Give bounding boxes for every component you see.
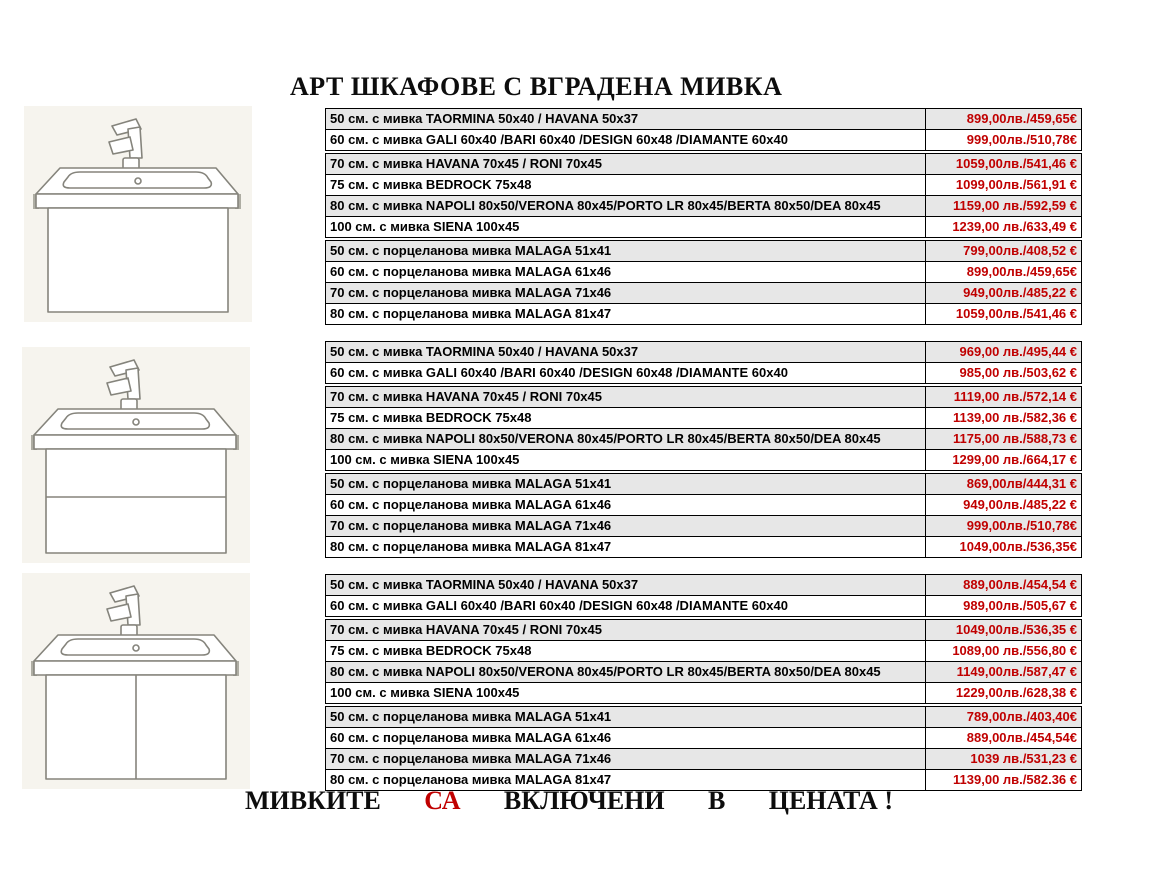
table-row [326,129,1081,150]
product-label: 80 см. с мивка NAPOLI 80x50/VERONA 80x45/PORTO LR 80x45/BERTA 80x50/DEA 80x45 [330,431,881,446]
product-label: 70 см. с мивка HAVANA 70x45 / RONI 70x45 [330,622,602,637]
table-section [325,473,1082,558]
price-value: 1139,00 лв./582.36 € [925,770,1081,790]
table-row [326,474,1081,494]
product-label: 80 см. с порцеланова мивка MALAGA 81x47 [330,539,612,554]
product-label: 60 см. с порцеланова мивка MALAGA 61x46 [330,264,612,279]
price-value: 869,00лв/444,31 € [925,474,1081,494]
price-value: 1089,00 лв./556,80 € [925,641,1081,661]
table-row [326,282,1081,303]
price-value: 1299,00 лв./664,17 € [925,450,1081,470]
product-label: 50 см. с мивка TAORMINA 50x40 / HAVANA 50x37 [330,577,639,592]
price-value: 1229,00лв./628,38 € [925,683,1081,703]
price-value: 1159,00 лв./592,59 € [925,196,1081,216]
price-value: 899,00лв./459,65€ [925,262,1081,282]
table-row [326,748,1081,769]
table-row [326,515,1081,536]
price-value: 789,00лв./403,40€ [925,707,1081,727]
table-section [325,240,1082,325]
table-row [326,362,1081,383]
table-row [326,727,1081,748]
table-section [325,706,1082,791]
product-label: 80 см. с мивка NAPOLI 80x50/VERONA 80x45/PORTO LR 80x45/BERTA 80x50/DEA 80x45 [330,664,881,679]
product-label: 70 см. с порцеланова мивка MALAGA 71x46 [330,518,612,533]
page-title: АРТ ШКАФОВЕ С ВГРАДЕНА МИВКА [290,72,783,101]
table-row [326,261,1081,282]
product-label: 80 см. с порцеланова мивка MALAGA 81x47 [330,306,612,321]
table-section [325,341,1082,384]
table-row [326,620,1081,640]
footer-note [245,786,893,816]
price-table-3 [325,574,1082,791]
product-label: 50 см. с порцеланова мивка MALAGA 51x41 [330,243,612,258]
vanity-drawing-single-front [24,106,252,322]
product-label: 70 см. с мивка HAVANA 70x45 / RONI 70x45 [330,389,602,404]
table-row [326,640,1081,661]
product-label: 70 см. с порцеланова мивка MALAGA 71x46 [330,751,612,766]
price-table-1 [325,108,1082,325]
product-label: 75 см. с мивка BEDROCK 75x48 [330,177,532,192]
product-label: 70 см. с порцеланова мивка MALAGA 71x46 [330,285,612,300]
table-row [326,661,1081,682]
price-value: 1239,00 лв./633,49 € [925,217,1081,237]
table-section [325,574,1082,617]
price-value: 1049,00лв./536,35 € [925,620,1081,640]
table-section [325,108,1082,151]
price-value: 799,00лв./408,52 € [925,241,1081,261]
table-row [326,387,1081,407]
product-label: 75 см. с мивка BEDROCK 75x48 [330,643,532,658]
product-label: 100 см. с мивка SIENA 100x45 [330,685,520,700]
product-label: 70 см. с мивка HAVANA 70x45 / RONI 70x45 [330,156,602,171]
table-section [325,619,1082,704]
price-value: 1175,00 лв./588,73 € [925,429,1081,449]
price-value: 949,00лв./485,22 € [925,283,1081,303]
product-label: 75 см. с мивка BEDROCK 75x48 [330,410,532,425]
product-label: 80 см. с мивка NAPOLI 80x50/VERONA 80x45/PORTO LR 80x45/BERTA 80x50/DEA 80x45 [330,198,881,213]
product-label: 60 см. с порцеланова мивка MALAGA 61x46 [330,497,612,512]
product-label: 80 см. с порцеланова мивка MALAGA 81x47 [330,772,612,787]
price-value: 999,00лв./510,78€ [925,130,1081,150]
price-value: 1039 лв./531,23 € [925,749,1081,769]
product-label: 50 см. с мивка TAORMINA 50x40 / HAVANA 50x37 [330,111,639,126]
product-label: 60 см. с мивка GALI 60x40 /BARI 60x40 /DESIGN 60x48 /DIAMANTE 60x40 [330,132,788,147]
product-label: 60 см. с порцеланова мивка MALAGA 61x46 [330,730,612,745]
vanity-single-front-icon [24,106,252,322]
price-value: 1139,00 лв./582,36 € [925,408,1081,428]
table-row [326,449,1081,470]
price-value: 899,00лв./459,65€ [925,109,1081,129]
table-row [326,174,1081,195]
price-value: 889,00лв./454,54 € [925,575,1081,595]
vanity-two-doors-icon [22,573,250,789]
table-row [326,494,1081,515]
table-row [326,195,1081,216]
product-label: 100 см. с мивка SIENA 100x45 [330,452,520,467]
price-value: 1119,00 лв./572,14 € [925,387,1081,407]
price-value: 1049,00лв./536,35€ [925,537,1081,557]
product-label: 60 см. с мивка GALI 60x40 /BARI 60x40 /DESIGN 60x48 /DIAMANTE 60x40 [330,598,788,613]
table-section [325,386,1082,471]
price-value: 949,00лв./485,22 € [925,495,1081,515]
table-row [326,428,1081,449]
footer-word: В [708,786,726,815]
table-row [326,595,1081,616]
footer-word: ЦЕНАТА ! [768,786,893,815]
price-value: 1059,00лв./541,46 € [925,304,1081,324]
table-row [326,154,1081,174]
price-value: 1059,00лв./541,46 € [925,154,1081,174]
product-label: 50 см. с порцеланова мивка MALAGA 51x41 [330,476,612,491]
footer-word: МИВКИТЕ [245,786,381,815]
table-row [326,342,1081,362]
footer-word: ВКЛЮЧЕНИ [503,786,665,815]
table-row [326,536,1081,557]
product-label: 60 см. с мивка GALI 60x40 /BARI 60x40 /DESIGN 60x48 /DIAMANTE 60x40 [330,365,788,380]
table-row [326,407,1081,428]
table-row [326,707,1081,727]
table-row [326,575,1081,595]
price-value: 969,00 лв./495,44 € [925,342,1081,362]
table-row [326,241,1081,261]
product-label: 50 см. с мивка TAORMINA 50x40 / HAVANA 50x37 [330,344,639,359]
vanity-two-drawers-icon [22,347,250,563]
vanity-drawing-two-doors [22,573,250,789]
table-row [326,682,1081,703]
vanity-drawing-two-drawers [22,347,250,563]
price-value: 1149,00лв./587,47 € [925,662,1081,682]
price-value: 1099,00лв./561,91 € [925,175,1081,195]
table-section [325,153,1082,238]
price-value: 989,00лв./505,67 € [925,596,1081,616]
product-label: 100 см. с мивка SIENA 100x45 [330,219,520,234]
price-value: 999,00лв./510,78€ [925,516,1081,536]
table-row [326,303,1081,324]
price-table-2 [325,341,1082,558]
table-row [326,109,1081,129]
price-value: 889,00лв./454,54€ [925,728,1081,748]
price-value: 985,00 лв./503,62 € [925,363,1081,383]
footer-word-accent: СА [424,786,461,815]
product-label: 50 см. с порцеланова мивка MALAGA 51x41 [330,709,612,724]
table-row [326,216,1081,237]
